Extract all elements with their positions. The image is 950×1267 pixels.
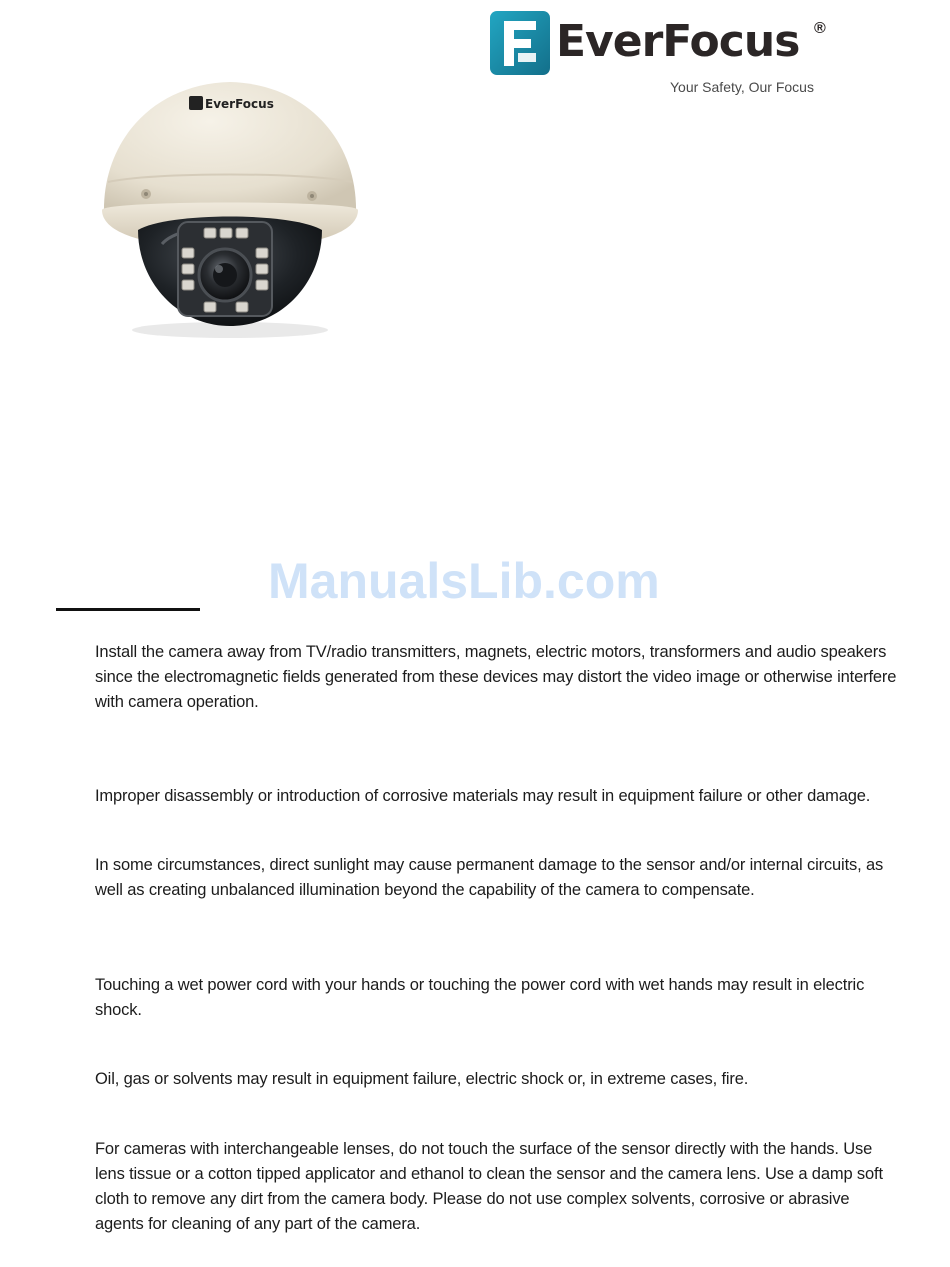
watermark: ManualsLib.com: [268, 553, 660, 609]
paragraph-sunlight: In some circumstances, direct sunlight may cause permanent damage to the sensor and/or internal circuits, as well as creating unbalanced illumination beyond the capability of the camera to compensate.: [95, 856, 884, 899]
paragraph-power-cord: Touching a wet power cord with your hands or touching the power cord with wet hands may result in electric shock.: [95, 976, 865, 1019]
brand-name: EverFocus: [556, 16, 800, 67]
paragraph-placement: Install the camera away from TV/radio transmitters, magnets, electric motors, transformers and audio speakers since the electromagnetic fields generated from these devices may distort the video image or otherwise interfere with camera operation.: [95, 643, 897, 711]
dome-camera-photo: [92, 72, 368, 348]
paragraph-cleaning: For cameras with interchangeable lenses, do not touch the surface of the sensor directly with the hands. Use lens tissue or a cotton tipped applicator and ethanol to clean the sensor and the camera lens. Use a damp soft cloth to remove any dirt from the camera body. Please do not use complex solvents, corrosive or abrasive agents for cleaning of any part of the camera.: [95, 1140, 883, 1233]
paragraph-disassembly: Improper disassembly or introduction of corrosive materials may result in equipment failure or other damage.: [95, 787, 871, 805]
everfocus-logo-icon: [490, 11, 550, 75]
registered-mark: ®: [814, 20, 826, 37]
paragraph-solvents: Oil, gas or solvents may result in equipment failure, electric shock or, in extreme cases, fire.: [95, 1070, 749, 1088]
brand-tagline: Your Safety, Our Focus: [670, 79, 814, 95]
camera-brand-label: EverFocus: [205, 97, 274, 111]
section-divider: [56, 608, 200, 611]
brand-logo: [488, 8, 848, 100]
